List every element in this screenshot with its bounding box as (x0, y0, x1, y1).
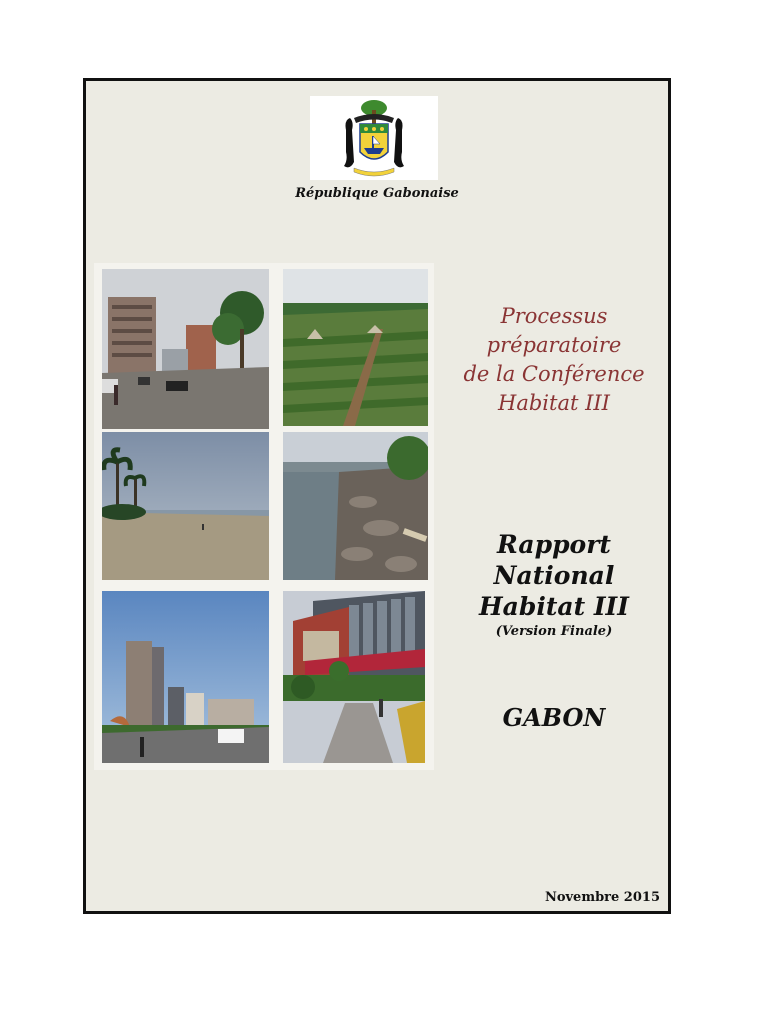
process-title-line: de la Conférence (463, 362, 645, 386)
version-label: (Version Finale) (495, 624, 613, 639)
publication-date: Novembre 2015 (544, 890, 660, 905)
city-street-photo (102, 269, 269, 429)
beach-photo (102, 432, 269, 580)
vegetable-garden-photo (283, 269, 428, 426)
coastal-rocks-photo (283, 432, 428, 580)
report-title (446, 529, 662, 622)
process-title-line: Habitat III (498, 391, 610, 415)
process-title-line: Processus (500, 304, 608, 328)
report-title-line: Habitat III (479, 592, 629, 621)
report-title-line: Rapport (497, 530, 611, 559)
republic-name: République Gabonaise (295, 186, 459, 201)
process-title-line: préparatoire (486, 333, 622, 357)
coat-of-arms-emblem (310, 96, 438, 180)
cover-page (83, 78, 671, 914)
process-title (446, 302, 662, 418)
photo-collage (94, 263, 434, 770)
report-title-line: National (493, 561, 615, 590)
country-name: GABON (502, 703, 606, 732)
red-building-photo (283, 591, 425, 763)
modern-skyline-photo (102, 591, 269, 763)
